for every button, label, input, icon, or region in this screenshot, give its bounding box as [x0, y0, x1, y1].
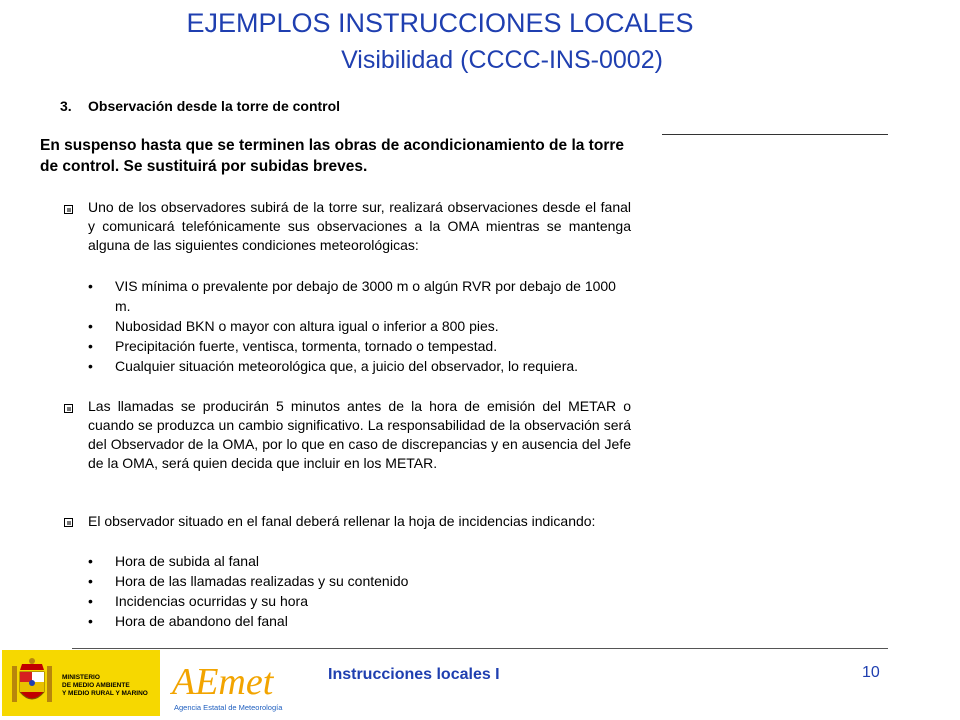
checkbox-bullet-icon — [64, 205, 73, 214]
footer-label: Instrucciones locales I — [328, 666, 500, 683]
list-item: • Cualquier situación meteorológica que, a juicio del observador, lo requiera. — [88, 356, 631, 376]
ministry-line: Y MEDIO RURAL Y MARINO — [62, 690, 148, 697]
ministry-line: MINISTERIO — [62, 674, 100, 681]
suspension-notice: En suspenso hasta que se terminen las obras de acondicionamiento de la torre de control. Se sustituirá por subidas breves. — [40, 137, 624, 175]
list-item: • Nubosidad BKN o mayor con altura igual o inferior a 800 pies. — [88, 316, 631, 336]
list-item: • Incidencias ocurridas y su hora — [88, 591, 631, 611]
aemet-caption: Agencia Estatal de Meteorología — [174, 703, 283, 712]
conditions-list — [88, 276, 631, 376]
checkbox-bullet-icon — [64, 518, 73, 527]
incidents-list — [88, 551, 631, 631]
divider-line — [662, 134, 888, 135]
section-heading — [60, 98, 340, 114]
list-item: • VIS mínima o prevalente por debajo de 3000 m o algún RVR por debajo de 1000 m. — [88, 276, 631, 316]
section-number: 3. — [60, 98, 72, 114]
checkbox-bullet-icon — [64, 404, 73, 413]
aemet-logo — [170, 656, 288, 714]
ministry-line: DE MEDIO AMBIENTE — [62, 682, 130, 689]
list-item: • Precipitación fuerte, ventisca, tormenta, tornado o tempestad. — [88, 336, 631, 356]
slide-subtitle: Visibilidad (CCCC-INS-0002) — [341, 46, 663, 74]
section-title: Observación desde la torre de control — [88, 98, 341, 114]
instruction-item: Las llamadas se producirán 5 minutos antes de la hora de emisión del METAR o cuando se produzca un cambio significativo. La responsabilidad de la observación será del Observador de la OMA, por lo que en caso de discrepancias y en ausencia del Jefe de la OMA, será quien decida que incluir en los METAR. — [88, 398, 631, 471]
instruction-item: El observador situado en el fanal deberá rellenar la hoja de incidencias indicando: — [88, 513, 596, 529]
ministry-logo — [2, 650, 160, 716]
slide-title: EJEMPLOS INSTRUCCIONES LOCALES — [186, 8, 694, 38]
coat-of-arms-icon — [8, 656, 56, 710]
instruction-item: Uno de los observadores subirá de la torre sur, realizará observaciones desde el fanal y comunicará telefónicamente sus observaciones a la OMA mientras se mantenga alguna de las siguientes condiciones meteorológicas: — [88, 199, 631, 253]
ministry-name — [62, 674, 148, 698]
list-item: • Hora de abandono del fanal — [88, 611, 631, 631]
page-number: 10 — [862, 664, 880, 681]
list-item: • Hora de subida al fanal — [88, 551, 631, 571]
list-item: • Hora de las llamadas realizadas y su contenido — [88, 571, 631, 591]
aemet-logo-mark: AEmet — [172, 661, 274, 703]
footer-divider — [72, 648, 888, 649]
